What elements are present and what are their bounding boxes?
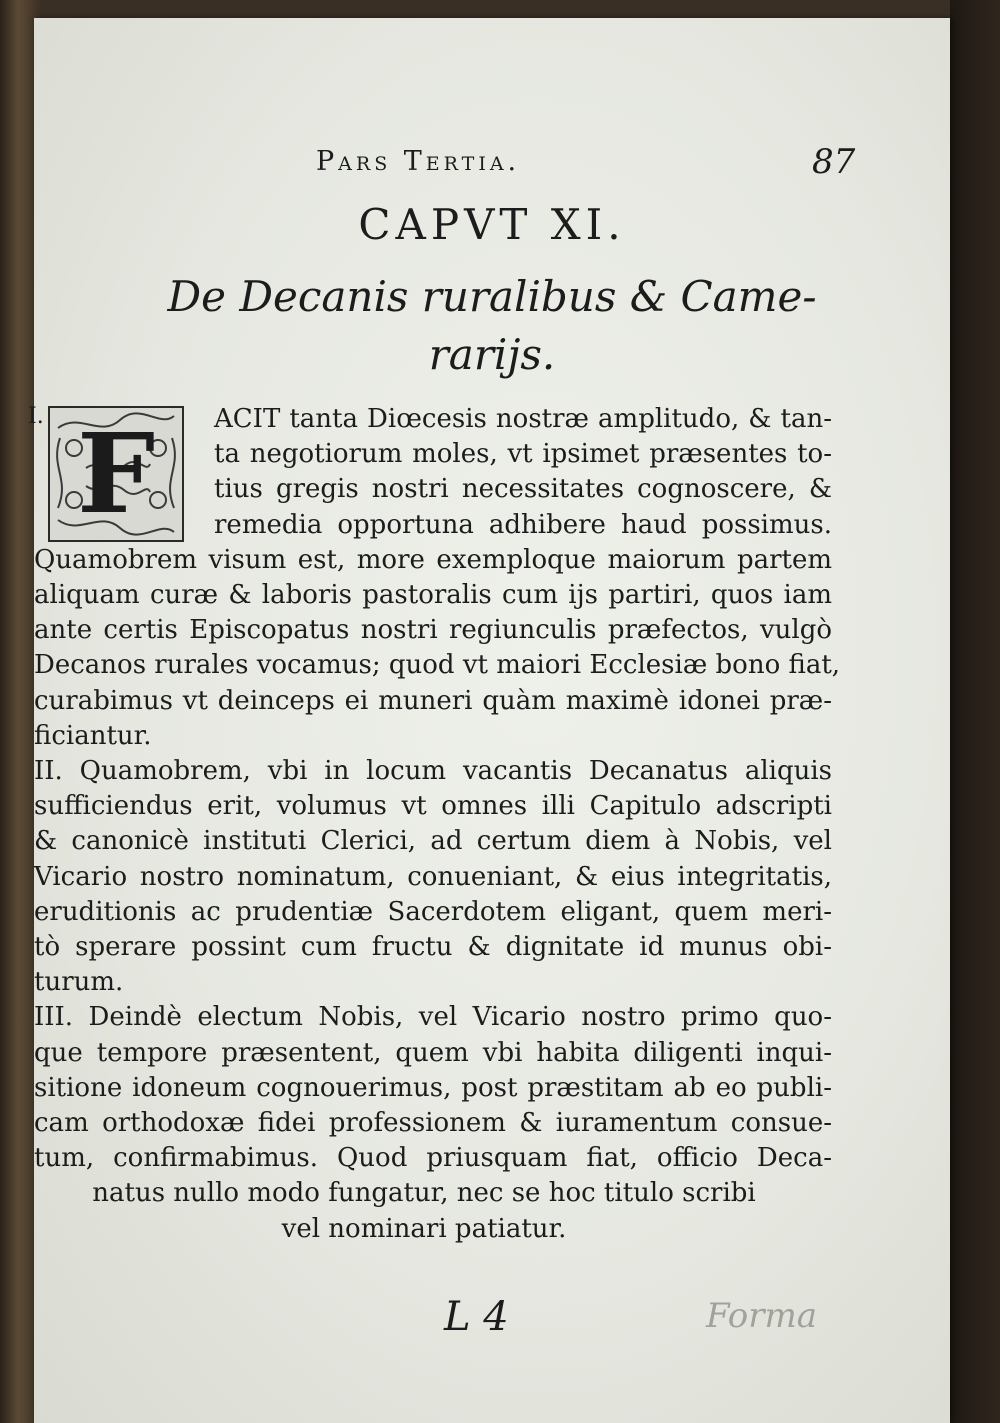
text-line: Quamobrem visum est, more exemploque maiorum partem — [34, 544, 832, 575]
text-line: Decanos rurales vocamus; quod vt maiori Ecclesiæ bono fiat, — [34, 650, 841, 681]
subtitle-line: De Decanis ruralibus & Came- — [167, 272, 817, 321]
text-line: sufficiendus erit, volumus vt omnes illi Capitulo adscripti — [34, 791, 832, 822]
text-line: eruditionis ac prudentiæ Sacerdotem eligant, quem meri- — [34, 896, 832, 927]
text-line: sitione idoneum cognouerimus, post præstitam ab eo publi- — [34, 1072, 832, 1103]
text-line: curabimus vt deinceps ei muneri quàm maximè idonei præ- — [34, 685, 832, 716]
running-head: Pars Tertia. — [316, 146, 521, 177]
signature-mark: L 4 — [444, 1294, 509, 1340]
catchword: Forma — [706, 1296, 817, 1336]
text-line: ACIT tanta Diœcesis nostræ amplitudo, & tan- — [214, 404, 832, 434]
text-line: & canonicè instituti Clerici, ad certum diem à Nobis, vel — [34, 826, 832, 857]
text-line: tius gregis nostri necessitates cognoscere, & — [214, 474, 832, 505]
text-line: aliquam curæ & laboris pastoralis cum ijs partiri, quos iam — [34, 580, 832, 610]
text-line: ante certis Episcopatus nostri regiunculis præfectos, vulgò — [34, 615, 832, 646]
text-line: tò sperare possint cum fructu & dignitate id munus obi- — [34, 932, 832, 962]
text-line: turum. — [34, 967, 124, 998]
book-page — [28, 18, 950, 1423]
text-line: tum, confirmabimus. Quod priusquam fiat, officio Deca- — [34, 1143, 832, 1174]
text-line: Vicario nostro nominatum, conueniant, & eius integritatis, — [34, 861, 832, 892]
subtitle-line: rarijs. — [428, 330, 556, 379]
text-line: III. Deindè electum Nobis, vel Vicario nostro primo quo- — [34, 1002, 832, 1033]
text-line: ta negotiorum moles, vt ipsimet præsentes to- — [214, 439, 832, 470]
text-line: II. Quamobrem, vbi in locum vacantis Decanatus aliquis — [34, 756, 832, 786]
section-marker: I. — [28, 404, 44, 429]
text-line: vel nominari patiatur. — [281, 1213, 567, 1244]
chapter-heading: CAPVT XI. — [358, 200, 626, 249]
text-line: natus nullo modo fungatur, nec se hoc titulo scribi — [92, 1178, 756, 1209]
text-line: que tempore præsentent, quem vbi habita diligenti inqui- — [34, 1037, 832, 1068]
initial-letter: F — [76, 409, 156, 538]
decorated-initial — [48, 406, 184, 542]
text-line: ficiantur. — [34, 720, 152, 751]
page-edge — [950, 0, 1000, 1423]
page-number: 87 — [812, 142, 856, 182]
chapter-subtitle — [34, 268, 950, 384]
text-line: cam orthodoxæ fidei professionem & iuramentum consue- — [34, 1108, 832, 1138]
text-line: remedia opportuna adhibere haud possimus. — [214, 509, 832, 540]
